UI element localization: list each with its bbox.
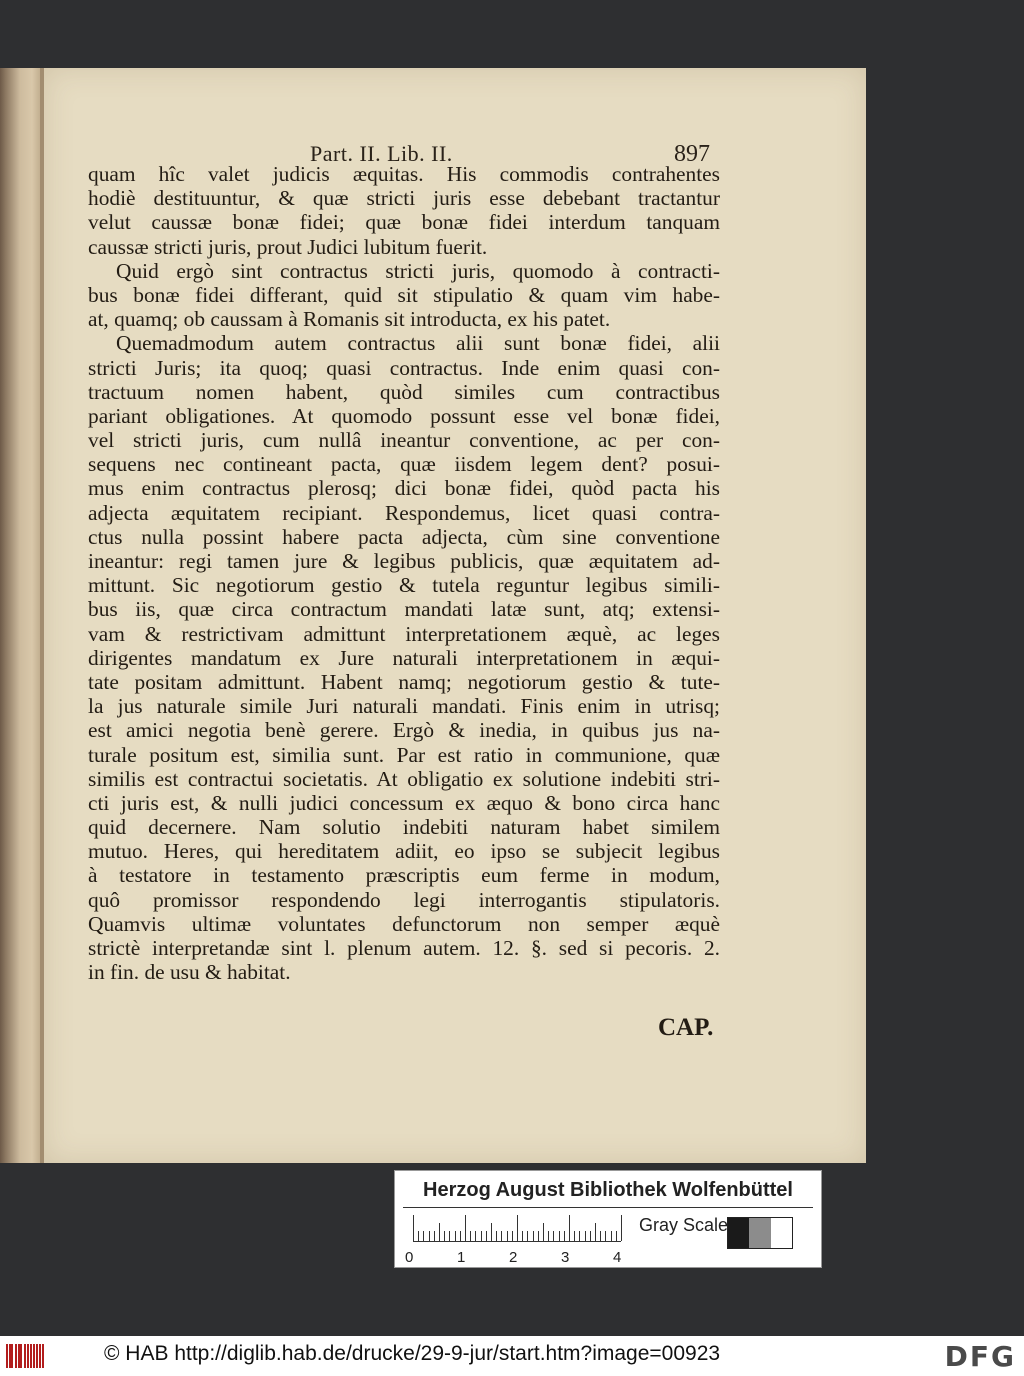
ruler-tick: [517, 1215, 518, 1241]
gray-swatch: [771, 1218, 792, 1248]
text-line: velut caussæ bonæ fidei; quæ bonæ fidei interdum tanquam: [88, 210, 720, 235]
gray-swatch: [749, 1218, 770, 1248]
library-color-card: [394, 1170, 822, 1268]
text-line: tractuum nomen habent, quòd similes cum contractibus: [88, 379, 720, 404]
text-line: sequens nec contineant pacta, quæ iisdem legem dent? posui-: [88, 452, 720, 477]
ruler-tick: [423, 1231, 424, 1241]
ruler-tick: [465, 1215, 466, 1241]
text-line: similis est contractui societatis. At obligatio ex solutione indebiti stri-: [88, 766, 720, 791]
text-line: Quid ergò sint contractus stricti juris, quomodo à contracti-: [116, 258, 720, 283]
page-body-text: [88, 162, 720, 984]
ruler-tick: [481, 1231, 482, 1241]
ruler-tick: [501, 1231, 502, 1241]
text-line: Quamvis ultimæ voluntates defunctorum non semper æquè: [88, 911, 720, 936]
ruler-tick: [548, 1231, 549, 1241]
text-line: quam hîc valet judicis æquitas. His commodis contrahentes: [88, 162, 720, 186]
ruler-tick: [486, 1231, 487, 1241]
ruler-tick: [455, 1231, 456, 1241]
ruler-tick: [590, 1231, 591, 1241]
ruler-tick: [475, 1231, 476, 1241]
text-line: dirigentes mandatum ex Jure naturali interpretationem in æqui-: [88, 645, 720, 670]
hab-logo-icon: [6, 1344, 46, 1368]
text-line: quid decernere. Nam solutio indebiti naturam habet similem: [88, 815, 720, 840]
ruler-tick: [579, 1231, 580, 1241]
facing-page-edge: [0, 68, 40, 1163]
text-line: bus iis, quæ circa contractum mandati latæ sunt, atq; extensi-: [88, 597, 720, 622]
text-line: est amici negotia benè gerere. Ergò & inedia, in quibus jus na-: [88, 718, 720, 743]
ruler-tick: [491, 1223, 492, 1241]
ruler-tick: [434, 1231, 435, 1241]
ruler-tick: [585, 1231, 586, 1241]
text-line: à testatore in testamento præscriptis eum ferme in modum,: [88, 863, 720, 888]
text-line: mus enim contractus plerosq; dici bonæ fidei, quòd pacta his: [88, 476, 720, 501]
header-title: Part. II. Lib. II.: [310, 141, 453, 166]
card-divider: [403, 1207, 813, 1208]
text-line: stricti Juris; ita quoq; quasi contractus. Inde enim quasi con-: [88, 355, 720, 380]
text-line: la jus naturale simile Juri naturali mandati. Finis enim in utrisq;: [88, 694, 720, 719]
dfg-logo: DFG: [944, 1340, 1016, 1373]
ruler-tick: [496, 1231, 497, 1241]
gray-scale-swatches: [727, 1217, 793, 1249]
ruler-tick: [470, 1231, 471, 1241]
ruler-tick: [512, 1231, 513, 1241]
ruler-tick: [616, 1231, 617, 1241]
text-line: vel stricti juris, cum nullâ ineantur conventione, ac per con-: [88, 428, 720, 453]
ruler-label: 4: [613, 1249, 622, 1266]
ruler-tick: [460, 1231, 461, 1241]
text-line: at, quamq; ob caussam à Romanis sit introducta, ex his patet.: [88, 307, 611, 332]
ruler-tick: [533, 1231, 534, 1241]
ruler-tick: [605, 1231, 606, 1241]
ruler-tick: [413, 1215, 414, 1241]
text-line: cti juris est, & nulli judici concessum ex æquo & bono circa hanc: [88, 790, 720, 815]
text-line: mittunt. Sic negotiorum gestio & tutela reguntur legibus simili-: [88, 573, 720, 598]
ruler-label: 3: [561, 1249, 570, 1266]
footer-bar: [0, 1336, 1024, 1376]
ruler-tick: [449, 1231, 450, 1241]
text-line: in fin. de usu & habitat.: [88, 960, 291, 985]
ruler-tick: [444, 1231, 445, 1241]
ruler-tick: [611, 1231, 612, 1241]
ruler-tick: [595, 1223, 596, 1241]
ruler-tick: [429, 1231, 430, 1241]
ruler-label: 2: [509, 1249, 518, 1266]
ruler-tick: [574, 1231, 575, 1241]
library-name: Herzog August Bibliothek Wolfenbüttel: [423, 1179, 793, 1201]
ruler-label: 0: [405, 1249, 414, 1266]
copyright-url[interactable]: © HAB http://diglib.hab.de/drucke/29-9-jur/start.htm?image=00923: [104, 1342, 721, 1365]
text-line: adjecta æquitatem recipiant. Respondemus, licet quasi contra-: [88, 500, 720, 525]
gray-swatch: [728, 1218, 749, 1248]
text-line: tate positam admittunt. Habent namq; negotiorum gestio & tute-: [88, 669, 720, 694]
text-line: mutuo. Heres, qui hereditatem adiit, eo ipso se subjecit legibus: [88, 839, 720, 864]
text-line: ineantur: regi tamen jure & legibus publicis, quæ æquitatem ad-: [88, 549, 720, 573]
text-line: quô promissor respondendo legi interrogantis stipulatoris.: [88, 887, 720, 912]
text-line: turale positum est, similia sunt. Par est ratio in communione, quæ: [88, 742, 720, 767]
text-line: hodiè destituuntur, & quæ stricti juris esse debebant tractantur: [88, 186, 720, 211]
text-line: ctus nulla possint habere pacta adjecta, cùm sine conventione: [88, 524, 720, 549]
ruler-tick: [553, 1231, 554, 1241]
text-line: pariant obligationes. At quomodo possunt esse vel bonæ fidei,: [88, 403, 720, 428]
ruler-tick: [439, 1223, 440, 1241]
text-line: caussæ stricti juris, prout Judici lubitum fuerit.: [88, 234, 488, 259]
ruler-tick: [543, 1223, 544, 1241]
ruler-tick: [507, 1231, 508, 1241]
ruler-tick: [564, 1231, 565, 1241]
ruler-tick: [527, 1231, 528, 1241]
text-line: bus bonæ fidei differant, quid sit stipulatio & quam vim habe-: [88, 282, 720, 307]
ruler-labels: [405, 1249, 645, 1267]
gray-scale-label: Gray Scale: [639, 1215, 729, 1235]
ruler-tick: [569, 1215, 570, 1241]
ruler-tick: [559, 1231, 560, 1241]
text-line: strictè interpretandæ sint l. plenum autem. 12. §. sed si pecoris. 2.: [88, 936, 720, 960]
ruler-tick: [522, 1231, 523, 1241]
text-line: vam & restrictivam admittunt interpretationem æquè, ac leges: [88, 621, 720, 646]
text-line: Quemadmodum autem contractus alii sunt bonæ fidei, alii: [116, 331, 720, 356]
ruler-tick: [600, 1231, 601, 1241]
measurement-ruler: [413, 1215, 621, 1242]
ruler-tick: [621, 1215, 622, 1241]
ruler-label: 1: [457, 1249, 466, 1266]
ruler-tick: [538, 1231, 539, 1241]
ruler-tick: [418, 1231, 419, 1241]
page-number: 897: [674, 141, 710, 167]
catchword: CAP.: [658, 1014, 714, 1041]
